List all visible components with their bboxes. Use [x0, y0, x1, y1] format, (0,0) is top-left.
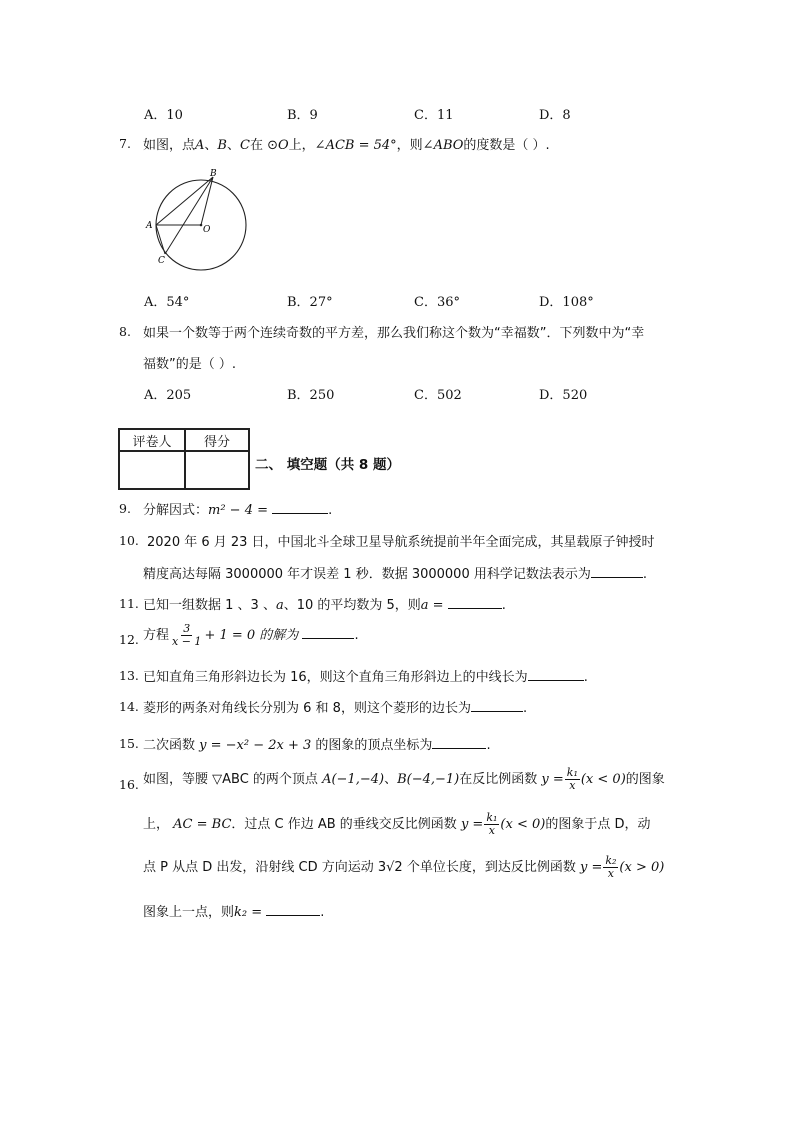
q6-option-c: C．11 — [414, 108, 454, 123]
question-14-text: 菱形的两条对角线长分别为 6 和 8，则这个菱形的边长为 . — [143, 701, 528, 716]
q8-option-d: D．520 — [539, 388, 588, 403]
label-b: B — [210, 169, 217, 179]
question-number: 12. — [119, 632, 139, 647]
q8-option-c: C．502 — [414, 388, 462, 403]
grading-score-cell — [185, 451, 249, 489]
q6-option-d: D．8 — [539, 108, 571, 123]
answer-blank[interactable] — [471, 711, 523, 712]
label-o: O — [203, 225, 211, 235]
question-15-text: 二次函数 y = −x² − 2x + 3 的图象的顶点坐标为 . — [143, 738, 491, 753]
answer-blank[interactable] — [591, 577, 643, 578]
question-13-text: 已知直角三角形斜边长为 16，则这个直角三角形斜边上的中线长为 . — [143, 670, 588, 685]
label-a: A — [146, 221, 153, 231]
question-number: 16. — [119, 777, 139, 792]
question-11-text: 已知一组数据 1 、3 、a、10 的平均数为 5，则a = . — [143, 598, 506, 613]
answer-blank[interactable] — [448, 608, 502, 609]
segment-ab — [156, 177, 213, 225]
q6-option-b: B．9 — [287, 108, 318, 123]
answer-blank[interactable] — [266, 915, 320, 916]
segment-ac — [156, 225, 165, 254]
label-c: C — [158, 256, 165, 266]
question-16-line3: 点 P 从点 D 出发，沿射线 CD 方向运动 3√2 个单位长度，到达反比例函数 y = $\frac{\text{k₂}}{x}$ (x > 0) — [143, 854, 665, 880]
question-8-line1: 如果一个数等于两个连续奇数的平方差，那么我们称这个数为“幸福数”．下列数中为“幸 — [143, 326, 645, 341]
question-12-text: 方程 $\frac{3}{x - 1}$ + 1 = 0 的解为 . — [143, 622, 359, 648]
grading-table — [118, 428, 250, 490]
grading-reviewer-header: 评卷人 — [119, 429, 185, 451]
q6-option-a: A．10 — [144, 108, 183, 123]
center-point — [200, 224, 203, 227]
section-title: 二、 填空题（共 8 题） — [255, 457, 400, 473]
answer-blank[interactable] — [302, 638, 354, 639]
question-number: 15. — [119, 736, 139, 751]
fraction-k1: $\frac{\text{k₁}}{x}$ — [566, 766, 578, 792]
fraction-k2: $\frac{\text{k₂}}{x}$ — [605, 854, 617, 880]
question-number: 10. — [119, 533, 139, 548]
segment-cb — [165, 177, 213, 254]
question-16-line4: 图象上一点，则k₂ = . — [143, 905, 325, 920]
question-10-line2: 精度高达每隔 3000000 年才误差 1 秒．数据 3000000 用科学记数法表示为 . — [143, 567, 647, 582]
question-8-line2: 福数”的是（ ）. — [143, 357, 236, 372]
q7-option-b: B．27° — [287, 295, 333, 310]
question-number: 8. — [119, 324, 131, 339]
q7-option-c: C．36° — [414, 295, 460, 310]
q8-option-a: A．205 — [144, 388, 192, 403]
question-number: 9. — [119, 501, 131, 516]
question-10-line1: 2020 年 6 月 23 日，中国北斗全球卫星导航系统提前半年全面完成，其星载原子钟授时 — [147, 535, 655, 550]
grading-reviewer-cell — [119, 451, 185, 489]
segment-ob — [201, 177, 213, 225]
answer-blank[interactable] — [432, 748, 486, 749]
grading-score-header: 得分 — [185, 429, 249, 451]
answer-blank[interactable] — [272, 513, 328, 514]
circle-figure — [140, 166, 255, 274]
question-7-text: 如图，点A、B、C在 ⊙O上，∠ACB = 54°，则∠ABO的度数是（ ）. — [143, 138, 550, 153]
question-number: 13. — [119, 668, 139, 683]
question-number: 7. — [119, 136, 131, 151]
q8-option-b: B．250 — [287, 388, 335, 403]
answer-blank[interactable] — [528, 680, 584, 681]
question-9-text: 分解因式：m² − 4 = . — [143, 503, 333, 518]
question-number: 14. — [119, 699, 139, 714]
question-16-line1: 如图，等腰 ▽ABC 的两个顶点 A(−1,−4)、B(−4,−1)在反比例函数 y = $\frac{\text{k₁}}{x}$ (x < 0)的图象 — [143, 766, 665, 792]
q7-option-d: D．108° — [539, 295, 594, 310]
fraction: $\frac{3}{x - 1}$ — [172, 622, 202, 648]
question-16-line2: 上， AC = BC．过点 C 作边 AB 的垂线交反比例函数 y = $\frac{\text{k₁}}{x}$ (x < 0)的图象于点 D，动 — [143, 811, 651, 837]
q7-option-a: A．54° — [144, 295, 190, 310]
fraction-k1: $\frac{\text{k₁}}{x}$ — [486, 811, 498, 837]
question-number: 11. — [119, 596, 139, 611]
